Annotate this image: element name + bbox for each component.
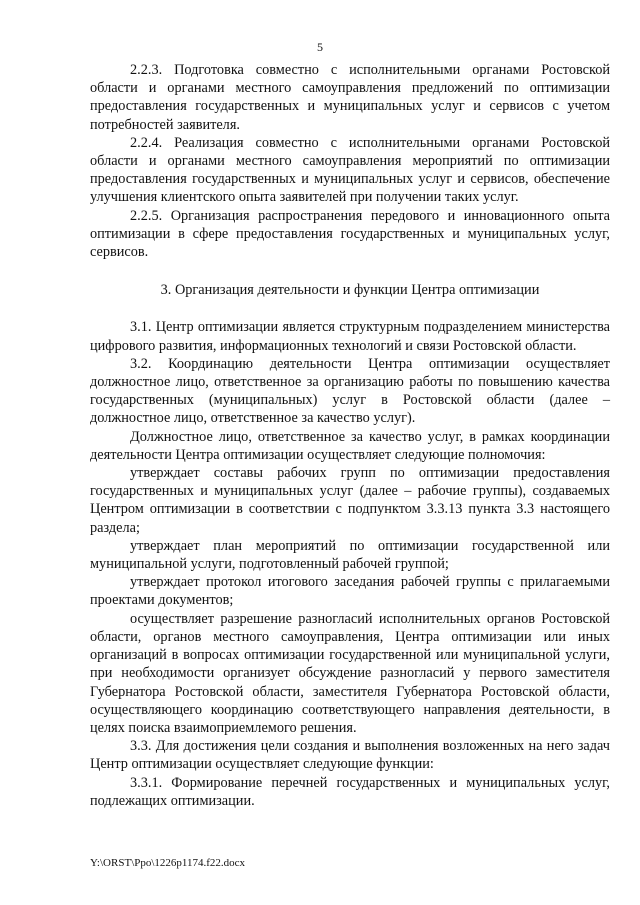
paragraph-authority-item-1: утверждает составы рабочих групп по оптимизации предоставления государственных и муниципальных услуг (далее – рабочие группы), создаваемых Центром оптимизации в соответствии с подпунктом 3.3.13 пункта 3.3 настоящего раздела; [90, 465, 610, 536]
paragraph-authority-item-3: утверждает протокол итогового заседания рабочей группы с прилагаемыми проектами документов; [90, 574, 610, 609]
paragraph-authority-intro: Должностное лицо, ответственное за качество услуг, в рамках координации деятельности Центра оптимизации осуществляет следующие полномочия: [90, 428, 610, 463]
paragraph-2-2-5: 2.2.5. Организация распространения передового и инновационного опыта оптимизации в сфере предоставления государственных и муниципальных услуг, сервисов. [90, 207, 610, 261]
section-heading: 3. Организация деятельности и функции Центра оптимизации [160, 282, 540, 299]
paragraph-3-1: 3.1. Центр оптимизации является структурным подразделением министерства цифрового развития, информационных технологий и связи Ростовской области. [90, 319, 610, 354]
paragraph-2-2-3: 2.2.3. Подготовка совместно с исполнительными органами Ростовской области и органами местного самоуправления предложений по оптимизации предоставления государственных и муниципальных услуг и сервисов с учетом потребностей заявителя. [90, 62, 610, 133]
document-body [90, 61, 610, 810]
file-path-footer: Y:\ORST\Ppo\1226p1174.f22.docx [90, 857, 246, 869]
paragraph-2-2-4: 2.2.4. Реализация совместно с исполнительными органами Ростовской области и органами местного самоуправления мероприятий по оптимизации предоставления государственных и муниципальных услуг и сервисов, обеспечение улучшения клиентского опыта заявителей при получении таких услуг. [90, 134, 610, 206]
paragraph-3-3-1: 3.3.1. Формирование перечней государственных и муниципальных услуг, подлежащих оптимизации. [90, 774, 610, 809]
paragraph-authority-item-4: осуществляет разрешение разногласий исполнительных органов Ростовской области, органов местного самоуправления, Центра оптимизации или иных организаций в вопросах оптимизации государственной или муниципальной услуги, при необходимости организует обсуждение разногласий у первого заместителя Губернатора Ростовской области, заместителя Губернатора Ростовской области, осуществляющего координацию соответствующего направления деятельности, в целях поиска взаимоприемлемого решения. [90, 610, 610, 736]
paragraph-authority-item-2: утверждает план мероприятий по оптимизации государственной или муниципальной услуги, подготовленный рабочей группой; [90, 537, 610, 573]
paragraph-3-2: 3.2. Координацию деятельности Центра оптимизации осуществляет должностное лицо, ответственное за организацию работы по повышению качества государственных (муниципальных) услуг в Ростовской области (далее – должностное лицо, ответственное за качество услуг). [90, 355, 610, 427]
paragraph-3-3: 3.3. Для достижения цели создания и выполнения возложенных на него задач Центр оптимизации осуществляет следующие функции: [90, 738, 610, 773]
page-number: 5 [317, 40, 323, 54]
